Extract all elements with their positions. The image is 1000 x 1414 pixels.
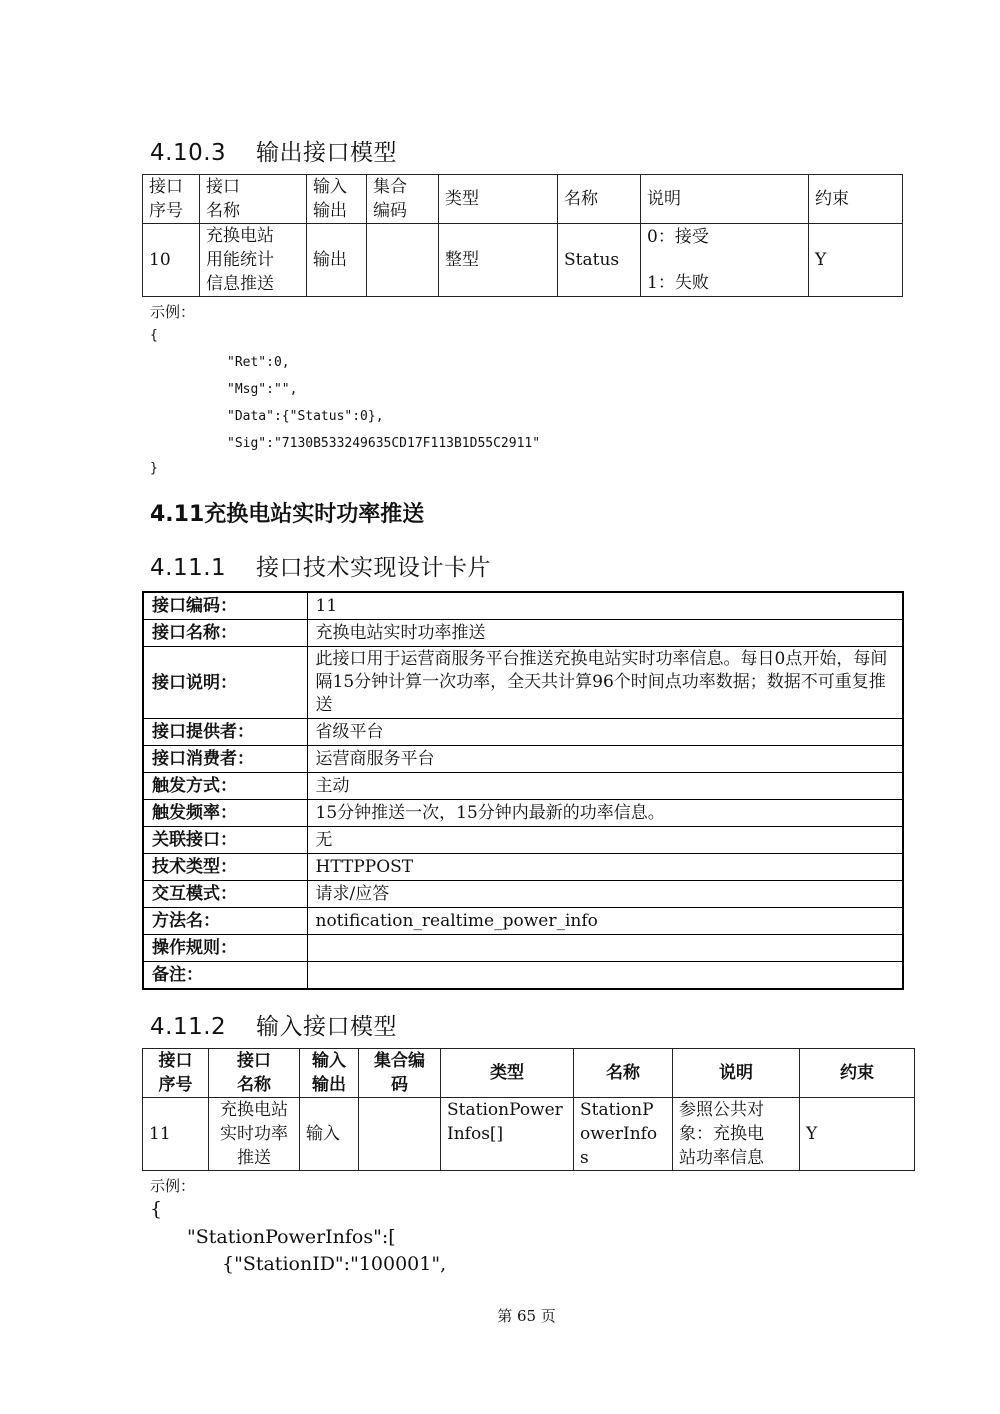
section-title: 接口技术实现设计卡片: [256, 555, 491, 581]
code-line: {: [150, 328, 158, 343]
section-title: 输入接口模型: [256, 1014, 397, 1040]
section-heading-4-11-2: [150, 1008, 397, 1041]
code-line: "Ret":0,: [227, 355, 290, 370]
code-line: "Msg":"",: [227, 382, 298, 397]
header-cell: 输入 输出: [307, 175, 367, 224]
table-row: [143, 1098, 915, 1171]
header-cell: 约束: [809, 175, 903, 224]
card-row: 接口消费者： 运营商服务平台: [143, 746, 903, 773]
table-row: [143, 224, 903, 297]
code-line: }: [150, 461, 158, 476]
header-cell: 接口 名称: [200, 175, 307, 224]
card-row: 交互模式： 请求/应答: [143, 881, 903, 908]
code-line: "Data":{"Status":0},: [227, 409, 384, 424]
example-label: 示例：: [150, 1177, 196, 1195]
header-cell: 说明: [641, 175, 809, 224]
code-line: "StationPowerInfos":[: [187, 1226, 396, 1248]
card-row: 接口提供者： 省级平台: [143, 719, 903, 746]
header-cell: 类型: [439, 175, 558, 224]
header-cell: 集合 编码: [367, 175, 439, 224]
example-label: 示例：: [150, 303, 196, 321]
section-heading-4-11: 4.11充换电站实时功率推送: [150, 502, 425, 527]
card-row: 接口说明： 此接口用于运营商服务平台推送充换电站实时功率信息。每日0点开始，每间隔15分钟计算一次功率，全天共计算96个时间点功率数据；数据不可重复推送: [143, 647, 903, 719]
card-row: 接口名称： 充换电站实时功率推送: [143, 620, 903, 647]
card-row: 关联接口： 无: [143, 827, 903, 854]
header-cell: 接口 序号: [143, 175, 200, 224]
cell: 输入: [300, 1098, 359, 1171]
header-cell: 接口 名称: [209, 1049, 300, 1098]
cell: 参照公共对 象：充换电 站功率信息: [673, 1098, 800, 1171]
cell: Y: [809, 224, 903, 297]
cell: [359, 1098, 441, 1171]
code-line: {: [150, 1198, 163, 1220]
header-cell: 说明: [673, 1049, 800, 1098]
card-row: 方法名： notification_realtime_power_info: [143, 908, 903, 935]
code-line: "Sig":"7130B533249635CD17F113B1D55C2911": [227, 436, 541, 451]
table-header-row: [143, 175, 903, 224]
cell: 充换电站 实时功率 推送: [209, 1098, 300, 1171]
cell: [367, 224, 439, 297]
header-cell: 约束: [800, 1049, 915, 1098]
section-number: 4.10.3: [150, 140, 227, 166]
header-cell: 名称: [574, 1049, 673, 1098]
header-cell: 名称: [558, 175, 641, 224]
cell: 0：接受 1：失败: [641, 224, 809, 297]
header-cell: 类型: [441, 1049, 574, 1098]
section-title: 输出接口模型: [256, 140, 397, 166]
card-row: 触发频率： 15分钟推送一次，15分钟内最新的功率信息。: [143, 800, 903, 827]
section-number: 4.11.1: [150, 555, 227, 581]
cell: 10: [143, 224, 200, 297]
table-header-row: [143, 1049, 915, 1098]
section-heading-4-11-1: [150, 549, 491, 582]
cell: StationP owerInfo s: [574, 1098, 673, 1171]
cell: 输出: [307, 224, 367, 297]
card-row: 操作规则：: [143, 935, 903, 962]
code-line: {"StationID":"100001",: [222, 1253, 447, 1275]
header-cell: 输入 输出: [300, 1049, 359, 1098]
header-cell: 接口 序号: [143, 1049, 209, 1098]
cell: Status: [558, 224, 641, 297]
input-model-table: [142, 1048, 915, 1171]
header-cell: 集合编 码: [359, 1049, 441, 1098]
card-row: 备注：: [143, 962, 903, 990]
cell: 11: [143, 1098, 209, 1171]
card-row: 接口编码： 11: [143, 592, 903, 620]
card-row: 技术类型： HTTPPOST: [143, 854, 903, 881]
cell: Y: [800, 1098, 915, 1171]
cell: 充换电站 用能统计 信息推送: [200, 224, 307, 297]
section-number: 4.11.2: [150, 1014, 227, 1040]
interface-design-card: [142, 591, 904, 990]
cell: 整型: [439, 224, 558, 297]
output-model-table: [142, 174, 903, 297]
cell: StationPower Infos[]: [441, 1098, 574, 1171]
page-footer: 第 65 页: [497, 1307, 556, 1325]
card-row: 触发方式： 主动: [143, 773, 903, 800]
section-heading-4-10-3: [150, 134, 397, 167]
